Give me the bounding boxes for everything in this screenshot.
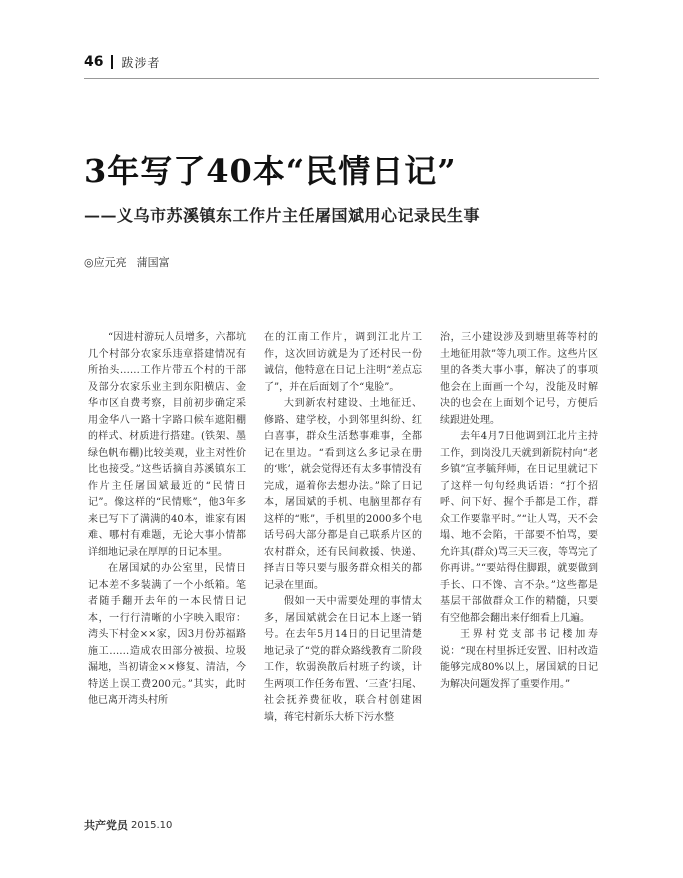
- paragraph: “因进村游玩人员增多，六都坑几个村部分农家乐违章搭建情况有所抬头……工作片带五个村的干部及部分农家乐业主到东阳横店、金华市区自费考察，目前初步确定采用金华八一路十字路口候车遮阳棚的样式、材质进行搭建。(铁架、墨绿色帆布棚)比较美观，业主对性价比也接受。”这些话摘自苏溪镇东工作片主任屠国斌最近的“民情日记”。像这样的“民情账”，他3年多来已写下了满满的40本，谁家有困难、哪村有难题，无论大事小情都详细地记录在厚厚的日记本里。: [88, 332, 246, 558]
- paragraph: 去年4月7日他调到江北片主持工作，到岗没几天就到新院村向“老乡镇”宣孝毓拜师，在日记里就记下了这样一句句经典话语：“打个招呼、问下好、握个手都是工作，群众工作要靠平时。”“让人骂，天不会塌、地不会陷，干部要不怕骂，要允许其(群众)骂三天三夜，等骂完了你再讲。”“要站得住脚跟，就要做到手长、口不馋、言不杂。”这些都是基层干部做群众工作的精髓，只要有空他都会翻出来仔细看上几遍。: [440, 431, 598, 624]
- issue-date: 2015.10: [131, 819, 173, 831]
- header-separator: [111, 55, 113, 69]
- article-title: 3年写了40本“民情日记”: [84, 152, 457, 190]
- byline: [84, 254, 170, 270]
- author-1: ◎应元亮: [84, 256, 127, 269]
- magazine-logo: 共产党员: [84, 819, 128, 832]
- article-body: [88, 330, 598, 808]
- header-divider: [84, 78, 599, 79]
- paragraph: 在的江南工作片，调到江北片工作，这次回访就是为了还村民一份诚信，他特意在日记上注明“差点忘了”，并在后面划了个“鬼脸”。: [264, 332, 422, 393]
- column-1: [88, 330, 246, 808]
- section-name: 跋涉者: [121, 55, 161, 70]
- author-2: 蒲国富: [136, 256, 170, 269]
- column-3: [440, 330, 598, 808]
- paragraph: 假如一天中需要处理的事情太多，屠国斌就会在日记本上逐一销号。在去年5月14日的日记里清楚地记录了“党的群众路线教育二阶段工作，软弱涣散后村班子约谈，计生两项工作任务布置、‘三查’扫尾、社会抚养费征收，联合村创建困墙，蒋宅村新乐大桥下污水整: [264, 596, 422, 723]
- running-header: [84, 52, 161, 72]
- page-number: 46: [84, 54, 104, 70]
- paragraph: 大到新农村建设、土地征迁、修路、建学校，小到邻里纠纷、红白喜事，群众生活愁事难事，全都记在里边。“看到这么多记录在册的‘账’，就会觉得还有太多事情没有完成，逼着你去想办法。”除了日记本，屠国斌的手机、电脑里都存有这样的“账”，手机里的2000多个电话号码大部分都是自己联系片区的农村群众，还有民间救援、快递、择吉日等只要与服务群众相关的都记录在里面。: [264, 398, 422, 591]
- page-footer: [84, 817, 172, 833]
- paragraph: 在屠国斌的办公室里，民情日记本差不多装满了一个小纸箱。笔者随手翻开去年的一本民情日记本，一行行清晰的小字映入眼帘：湾头下村金××家，因3月份苏福路施工……造成农田部分被损、垃圾漏地，当初请金××修复、清洁，今特送上误工费200元。”其实，此时他已离开湾头村所: [88, 563, 246, 706]
- paragraph: 王界村党支部书记楼加寿说：“现在村里拆迁安置、旧村改造能够完成80%以上，屠国斌的日记为解决问题发挥了重要作用。”: [440, 629, 598, 690]
- article-subtitle: ——义乌市苏溪镇东工作片主任屠国斌用心记录民生事: [84, 206, 481, 225]
- column-2: [264, 330, 422, 808]
- paragraph: 治，三小建设涉及到塘里蒋等村的土地征用款”等九项工作。这些片区里的各类大事小事，解决了的事项他会在上面画一个勾，没能及时解决的也会在上面划个记号，方便后续跟进处理。: [440, 332, 598, 426]
